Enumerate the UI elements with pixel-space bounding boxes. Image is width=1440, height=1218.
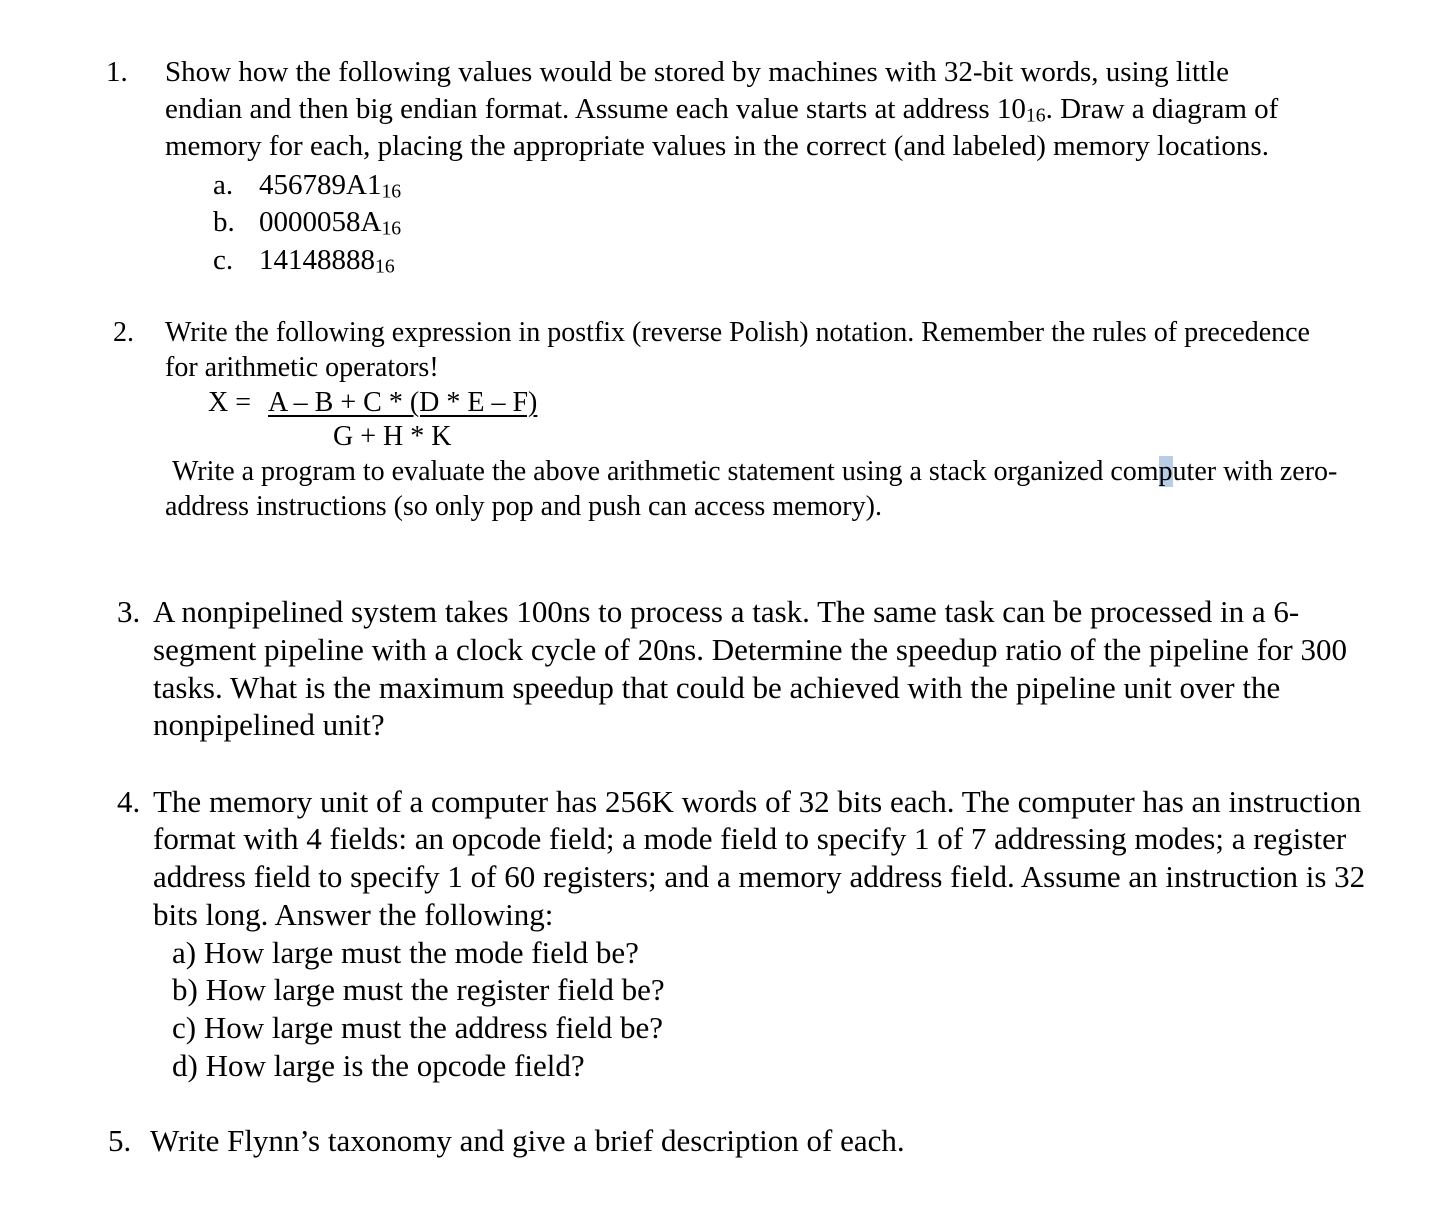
question-5-text: Write Flynn’s taxonomy and give a brief description of each. [150,1123,905,1158]
item-a-label: a. [213,169,234,201]
question-4-sub-a: a) How large must the mode field be? [172,935,639,970]
question-4-line-1: The memory unit of a computer has 256K words of 32 bits each. The computer has an instruction [153,784,1362,819]
address-base: 16 [1025,104,1046,127]
item-c-value: $14148888_{16}$ [259,244,395,278]
item-c-label: c. [213,244,234,276]
address-value: 10 [996,93,1026,125]
question-1-line-2: endian and then big endian format. Assume each value starts at address $10_{16}$. Draw a diagram of [165,93,1279,127]
expression-lhs: X = [208,387,252,418]
question-4-line-4: bits long. Answer the following: [153,897,554,932]
question-4-number: 4. [117,784,141,819]
question-3-line-1: A nonpipelined system takes 100ns to process a task. The same task can be processed in a 6- [153,594,1300,629]
question-4-line-2: format with 4 fields: an opcode field; a mode field to specify 1 of 7 addressing modes; a register [153,821,1347,856]
question-2-program-line-1: Write a program to evaluate the above arithmetic statement using a stack organized computer with zero- [172,456,1338,487]
question-3-number: 3. [117,594,141,629]
question-1-line-1: Show how the following values would be stored by machines with 32-bit words, using little [165,56,1230,88]
question-4-sub-b: b) How large must the register field be? [172,972,665,1007]
question-3-line-2: segment pipeline with a clock cycle of 20ns. Determine the speedup ratio of the pipeline for 300 [153,632,1347,667]
question-4-sub-c: c) How large must the address field be? [172,1010,663,1045]
item-a-value: $456789A1_{16}$ [259,169,402,203]
expression-denominator: G + H * K [333,421,452,452]
question-4-sub-d: d) How large is the opcode field? [172,1048,585,1083]
expression-numerator: A – B + C * (D * E – F) [268,387,538,418]
question-2-line-1: Write the following expression in postfix (reverse Polish) notation. Remember the rules of precedence [165,317,1310,348]
question-1-line-3: memory for each, placing the appropriate values in the correct (and labeled) memory locations. [165,130,1269,162]
question-3-line-3: tasks. What is the maximum speedup that could be achieved with the pipeline unit over the [153,670,1281,705]
text-cursor-highlight: p [1158,456,1173,487]
question-2-number: 2. [113,317,134,348]
item-b-value: $0000058A_{16}$ [259,206,402,240]
question-4-line-3: address field to specify 1 of 60 registers; and a memory address field. Assume an instruction is 32 [153,859,1366,894]
question-1-number: 1. [106,56,128,88]
question-5-number: 5. [108,1123,132,1158]
question-2-line-2: for arithmetic operators! [165,352,439,383]
question-3-line-4: nonpipelined unit? [153,707,385,742]
question-2-program-line-2: address instructions (so only pop and push can access memory). [165,491,882,522]
item-b-label: b. [213,206,235,238]
